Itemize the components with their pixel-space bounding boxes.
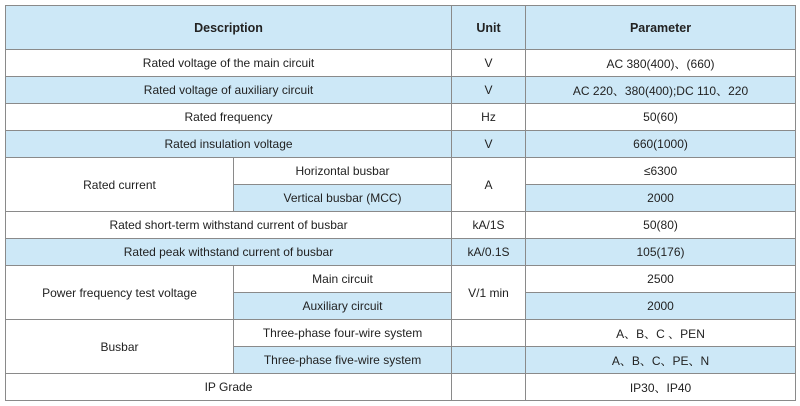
- row-value: 50(60): [526, 104, 796, 131]
- row-label: Rated voltage of the main circuit: [6, 50, 452, 77]
- row-unit: V: [452, 50, 526, 77]
- row-label: Rated short-term withstand current of busbar: [6, 212, 452, 239]
- row-label: Rated current: [6, 158, 234, 212]
- table-row: [6, 158, 796, 185]
- row-sublabel: Horizontal busbar: [234, 158, 452, 185]
- row-value: A、B、C 、PEN: [526, 320, 796, 347]
- table-row: [6, 50, 796, 77]
- row-sublabel: Three-phase four-wire system: [234, 320, 452, 347]
- table-row: [6, 104, 796, 131]
- row-value: 105(176): [526, 239, 796, 266]
- row-value: IP30、IP40: [526, 374, 796, 401]
- row-label: Rated voltage of auxiliary circuit: [6, 77, 452, 104]
- specification-table: [5, 5, 796, 401]
- row-label: Busbar: [6, 320, 234, 374]
- row-value: 660(1000): [526, 131, 796, 158]
- row-unit: [452, 374, 526, 401]
- row-value: 2000: [526, 185, 796, 212]
- row-value: 2000: [526, 293, 796, 320]
- row-label: Rated peak withstand current of busbar: [6, 239, 452, 266]
- row-label: Rated frequency: [6, 104, 452, 131]
- row-unit: [452, 320, 526, 347]
- table-row: [6, 239, 796, 266]
- row-value: 50(80): [526, 212, 796, 239]
- header-row: [6, 6, 796, 50]
- row-value: 2500: [526, 266, 796, 293]
- row-unit: V: [452, 77, 526, 104]
- row-value: A、B、C、PE、N: [526, 347, 796, 374]
- row-label: Rated insulation voltage: [6, 131, 452, 158]
- row-unit: kA/1S: [452, 212, 526, 239]
- table-row: [6, 212, 796, 239]
- row-unit-empty: [452, 347, 526, 374]
- row-label: IP Grade: [6, 374, 452, 401]
- table-row: [6, 266, 796, 293]
- row-sublabel: Three-phase five-wire system: [234, 347, 452, 374]
- header-description: Description: [6, 6, 452, 50]
- row-sublabel: Auxiliary circuit: [234, 293, 452, 320]
- row-unit: Hz: [452, 104, 526, 131]
- table-row: [6, 77, 796, 104]
- table-row: [6, 320, 796, 347]
- row-sublabel: Main circuit: [234, 266, 452, 293]
- table-row: [6, 131, 796, 158]
- header-unit: Unit: [452, 6, 526, 50]
- row-label: Power frequency test voltage: [6, 266, 234, 320]
- row-value: AC 220、380(400);DC 110、220: [526, 77, 796, 104]
- row-unit: V: [452, 131, 526, 158]
- row-unit: V/1 min: [452, 266, 526, 320]
- table-row: [6, 374, 796, 401]
- row-unit: A: [452, 158, 526, 212]
- row-value: ≤6300: [526, 158, 796, 185]
- header-parameter: Parameter: [526, 6, 796, 50]
- row-unit: kA/0.1S: [452, 239, 526, 266]
- row-sublabel: Vertical busbar (MCC): [234, 185, 452, 212]
- row-value: AC 380(400)、(660): [526, 50, 796, 77]
